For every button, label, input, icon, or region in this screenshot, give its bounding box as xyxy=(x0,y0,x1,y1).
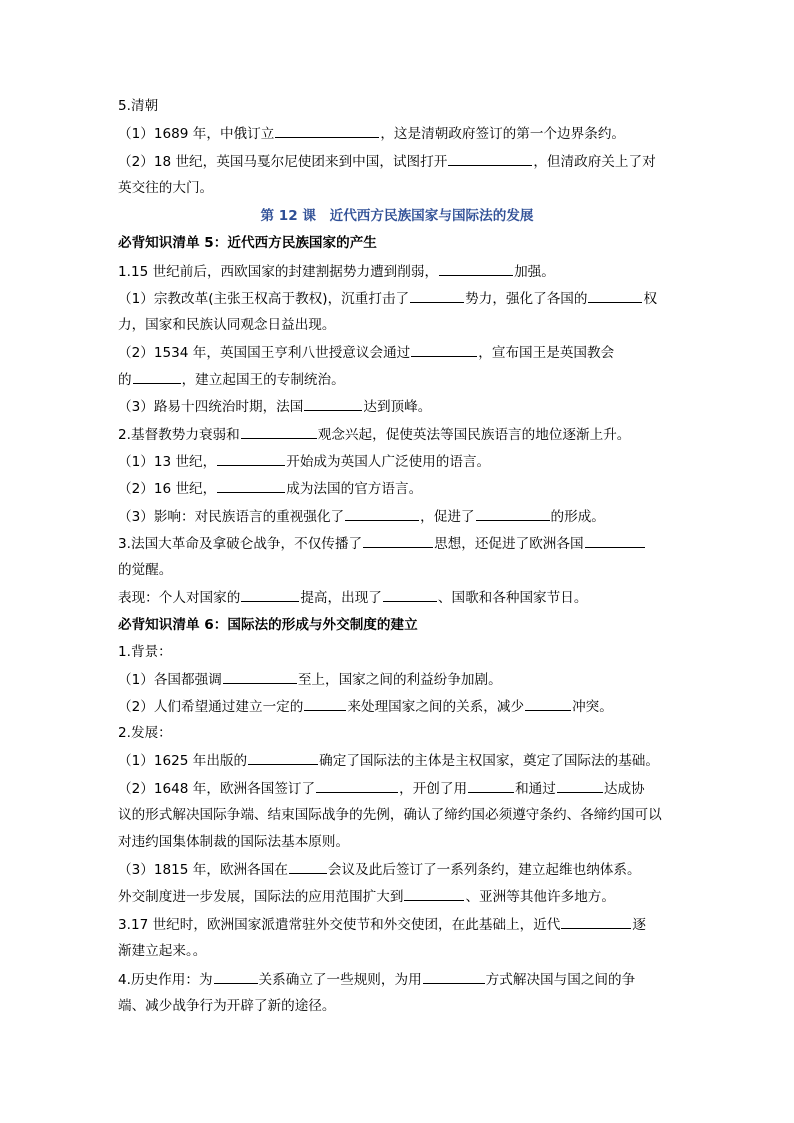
answer-blank[interactable] xyxy=(410,289,464,303)
question-line: （2）1534 年，英国国王亨利八世授意议会通过 ，宣布国王是英国教会 xyxy=(118,345,615,361)
text-line: 1.背景： xyxy=(118,644,172,660)
answer-blank[interactable] xyxy=(241,588,299,602)
answer-blank[interactable] xyxy=(316,779,398,793)
checklist-heading: 必背知识清单 6：国际法的形成与外交制度的建立 xyxy=(118,617,418,633)
question-line: （2）1648 年，欧洲各国签订了 ，开创了用 和通过 达成协 xyxy=(118,781,645,797)
question-line: （1）宗教改革(主张王权高于教权)，沉重打击了 势力，强化了各国的 权 xyxy=(118,291,658,307)
answer-blank[interactable] xyxy=(289,860,327,874)
text-line: 的觉醒。 xyxy=(118,562,173,578)
answer-blank[interactable] xyxy=(448,152,532,166)
text-line: 议的形式解决国际争端、结束国际战争的先例，确认了缔约国必须遵守条约、各缔约国可以 xyxy=(118,807,662,823)
answer-blank[interactable] xyxy=(363,534,433,548)
answer-blank[interactable] xyxy=(304,397,362,411)
question-line: （3）影响：对民族语言的重视强化了 ，促进了 的形成。 xyxy=(118,509,605,525)
text-line: 对违约国集体制裁的国际法基本原则。 xyxy=(118,834,350,850)
question-line: （1）1625 年出版的 确定了国际法的主体是主权国家，奠定了国际法的基础。 xyxy=(118,753,659,769)
answer-blank[interactable] xyxy=(411,343,477,357)
answer-blank[interactable] xyxy=(304,697,346,711)
question-line: （2）16 世纪， 成为法国的官方语言。 xyxy=(118,481,423,497)
question-line: 表现：个人对国家的 提高，出现了 、国歌和各种国家节日。 xyxy=(118,590,588,606)
question-line: （1）1689 年，中俄订立 ，这是清朝政府签订的第一个边界条约。 xyxy=(118,126,626,142)
answer-blank[interactable] xyxy=(525,697,571,711)
answer-blank[interactable] xyxy=(214,970,258,984)
question-line: 的 ，建立起国王的专制统治。 xyxy=(118,372,345,388)
answer-blank[interactable] xyxy=(241,425,317,439)
answer-blank[interactable] xyxy=(557,779,603,793)
question-line: 2.基督教势力衰弱和 观念兴起，促使英法等国民族语言的地位逐渐上升。 xyxy=(118,427,631,443)
text-line: 端、减少战争行为开辟了新的途径。 xyxy=(118,998,336,1014)
text-line: 2.发展： xyxy=(118,725,172,741)
lesson-title: 第 12 课 近代西方民族国家与国际法的发展 xyxy=(260,208,534,224)
answer-blank[interactable] xyxy=(404,887,464,901)
question-line: （1）13 世纪， 开始成为英国人广泛使用的语言。 xyxy=(118,454,491,470)
answer-blank[interactable] xyxy=(133,370,181,384)
answer-blank[interactable] xyxy=(585,534,645,548)
answer-blank[interactable] xyxy=(223,670,297,684)
question-line: （3）1815 年，欧洲各国在 会议及此后签订了一系列条约，建立起维也纳体系。 xyxy=(118,862,641,878)
text-line: 英交往的大门。 xyxy=(118,180,214,196)
text-line: 渐建立起来。。 xyxy=(118,943,207,959)
answer-blank[interactable] xyxy=(248,751,318,765)
answer-blank[interactable] xyxy=(468,779,514,793)
answer-blank[interactable] xyxy=(439,262,513,276)
question-line: 3.法国大革命及拿破仑战争，不仅传播了 思想，还促进了欧洲各国 xyxy=(118,534,646,553)
checklist-heading: 必背知识清单 5：近代西方民族国家的产生 xyxy=(118,235,377,251)
question-line: 1.15 世纪前后，西欧国家的封建割据势力遭到削弱， 加强。 xyxy=(118,264,555,280)
answer-blank[interactable] xyxy=(275,124,379,138)
question-line: （2）18 世纪，英国马戛尔尼使团来到中国，试图打开 ，但清政府关上了对 xyxy=(118,154,656,170)
answer-blank[interactable] xyxy=(383,588,437,602)
section-heading: 5.清朝 xyxy=(118,98,159,114)
question-line: 4.历史作用：为 关系确立了一些规则，为用 方式解决国与国之间的争 xyxy=(118,972,636,988)
answer-blank[interactable] xyxy=(476,507,550,521)
question-line: （1）各国都强调 至上，国家之间的利益纷争加剧。 xyxy=(118,672,502,688)
answer-blank[interactable] xyxy=(423,970,485,984)
answer-blank[interactable] xyxy=(217,479,285,493)
question-line: 外交制度进一步发展，国际法的应用范围扩大到 、亚洲等其他许多地方。 xyxy=(118,889,615,905)
question-line: （3）路易十四统治时期，法国 达到顶峰。 xyxy=(118,399,432,415)
answer-blank[interactable] xyxy=(217,452,285,466)
question-line: （2）人们希望通过建立一定的 来处理国家之间的关系，减少 冲突。 xyxy=(118,699,613,715)
answer-blank[interactable] xyxy=(588,289,642,303)
text-line: 力，国家和民族认同观念日益出现。 xyxy=(118,317,336,333)
answer-blank[interactable] xyxy=(561,915,631,929)
answer-blank[interactable] xyxy=(345,507,419,521)
question-line: 3.17 世纪时，欧洲国家派遣常驻外交使节和外交使团，在此基础上，近代 逐 xyxy=(118,917,646,933)
